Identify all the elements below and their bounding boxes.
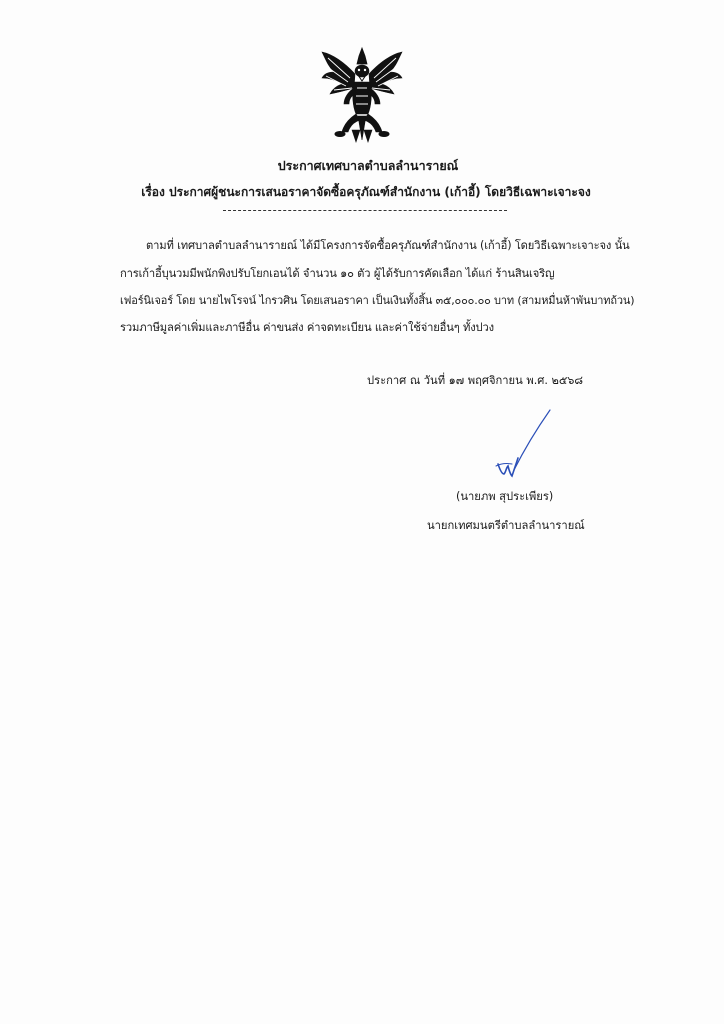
announcement-subject: เรื่อง ประกาศผู้ชนะการเสนอราคาจัดซื้อครุภัณฑ์สำนักงาน (เก้าอี้) โดยวิธีเฉพาะเจาะจง [141,185,591,199]
body-line-3: เฟอร์นิเจอร์ โดย นายไพโรจน์ ไกรวศิน โดยเสนอราคา เป็นเงินทั้งสิ้น ๓๕,๐๐๐.๐๐ บาท (สามหมื่นห้าพันบาทถ้วน) [120,294,635,307]
announcement-title: ประกาศเทศบาลตำบลลำนารายณ์ [277,158,459,173]
body-line-4: รวมภาษีมูลค่าเพิ่มและภาษีอื่น ค่าขนส่ง ค่าจดทะเบียน และค่าใช้จ่ายอื่นๆ ทั้งปวง [120,321,494,334]
body-line-1: ตามที่ เทศบาลตำบลลำนารายณ์ ได้มีโครงการจัดซื้อครุภัณฑ์สำนักงาน (เก้าอี้) โดยวิธีเฉพาะเจาะจง นั้น [146,239,630,252]
signer-name: (นายภพ สุประเพียร) [456,490,554,503]
body-line-2: การเก้าอี้บุนวมมีพนักพิงปรับโยกเอนได้ จำนวน ๑๐ ตัว ผู้ได้รับการคัดเลือก ได้แก่ ร้านสินเจริญ [120,267,555,280]
dashed-divider [223,210,507,211]
signer-position: นายกเทศมนตรีตำบลลำนารายณ์ [427,519,585,532]
announcement-date: ประกาศ ณ วันที่ ๑๗ พฤศจิกายน พ.ศ. ๒๕๖๘ [367,374,584,387]
garuda-emblem-icon [314,44,410,144]
handwritten-signature [494,408,554,480]
